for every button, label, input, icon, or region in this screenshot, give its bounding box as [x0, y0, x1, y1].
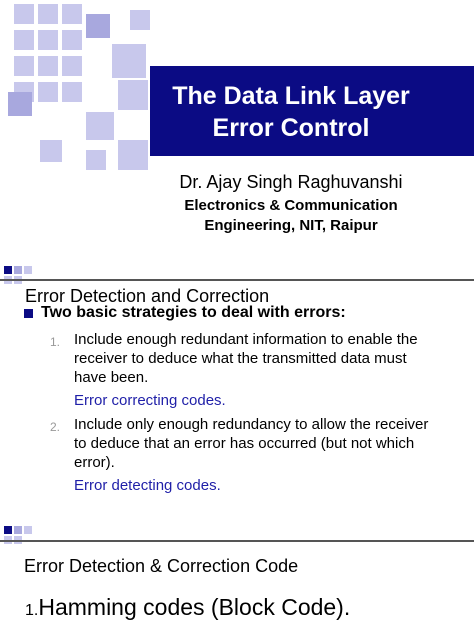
slide-title [150, 80, 432, 144]
decor-square [14, 30, 34, 50]
item-text: Include only enough redundancy to allow the receiver to deduce that an error has occurred (but not which error). [74, 416, 429, 471]
decor-square [86, 112, 114, 140]
decor-square [86, 150, 106, 170]
decor-square [4, 526, 12, 534]
decor-square [24, 526, 32, 534]
square-bullet-icon [24, 309, 33, 318]
decor-square [62, 4, 82, 24]
list-item [25, 594, 350, 621]
author-name: Dr. Ajay Singh Raghuvanshi [179, 172, 403, 192]
decor-square [38, 56, 58, 76]
title-slide [0, 0, 474, 262]
decor-square [14, 4, 34, 24]
decor-square [86, 14, 110, 38]
title-line-2: Error Control [212, 114, 370, 142]
bullet-item [24, 304, 346, 322]
title-divider [0, 540, 474, 542]
title-divider [0, 279, 474, 281]
decor-square [118, 80, 148, 110]
title-line-1: The Data Link Layer [172, 82, 410, 110]
decor-square [24, 266, 32, 274]
decor-square [118, 140, 148, 170]
decor-square [62, 30, 82, 50]
decor-square [38, 4, 58, 24]
decor-square [38, 30, 58, 50]
affiliation [150, 196, 432, 236]
decor-square [62, 82, 82, 102]
item-number: 1. [25, 602, 39, 619]
decor-square [14, 56, 34, 76]
item-number: 1. [50, 335, 61, 349]
item-number: 2. [50, 420, 61, 434]
decor-square [40, 140, 62, 162]
decor-square [38, 82, 58, 102]
content-slide [0, 522, 474, 632]
decor-square [8, 92, 32, 116]
decor-square [130, 10, 150, 30]
item-text: Hamming codes (Block Code). [38, 594, 351, 620]
decor-square [14, 526, 22, 534]
decor-square [62, 56, 82, 76]
item-highlight: Error correcting codes. [74, 392, 226, 409]
content-slide [0, 262, 474, 522]
slide-heading: Error Detection and Correction [25, 286, 270, 306]
item-text: Include enough redundant information to enable the receiver to deduce what the transmitted data must have been. [74, 331, 418, 386]
affiliation-line-2: Engineering, NIT, Raipur [204, 217, 378, 234]
bullet-text: Two basic strategies to deal with errors: [41, 304, 346, 321]
decor-square [112, 44, 146, 78]
decor-square [14, 266, 22, 274]
affiliation-line-1: Electronics & Communication [184, 197, 398, 214]
decor-square [4, 266, 12, 274]
item-highlight: Error detecting codes. [74, 477, 221, 494]
slide-heading: Error Detection & Correction Code [24, 556, 299, 576]
